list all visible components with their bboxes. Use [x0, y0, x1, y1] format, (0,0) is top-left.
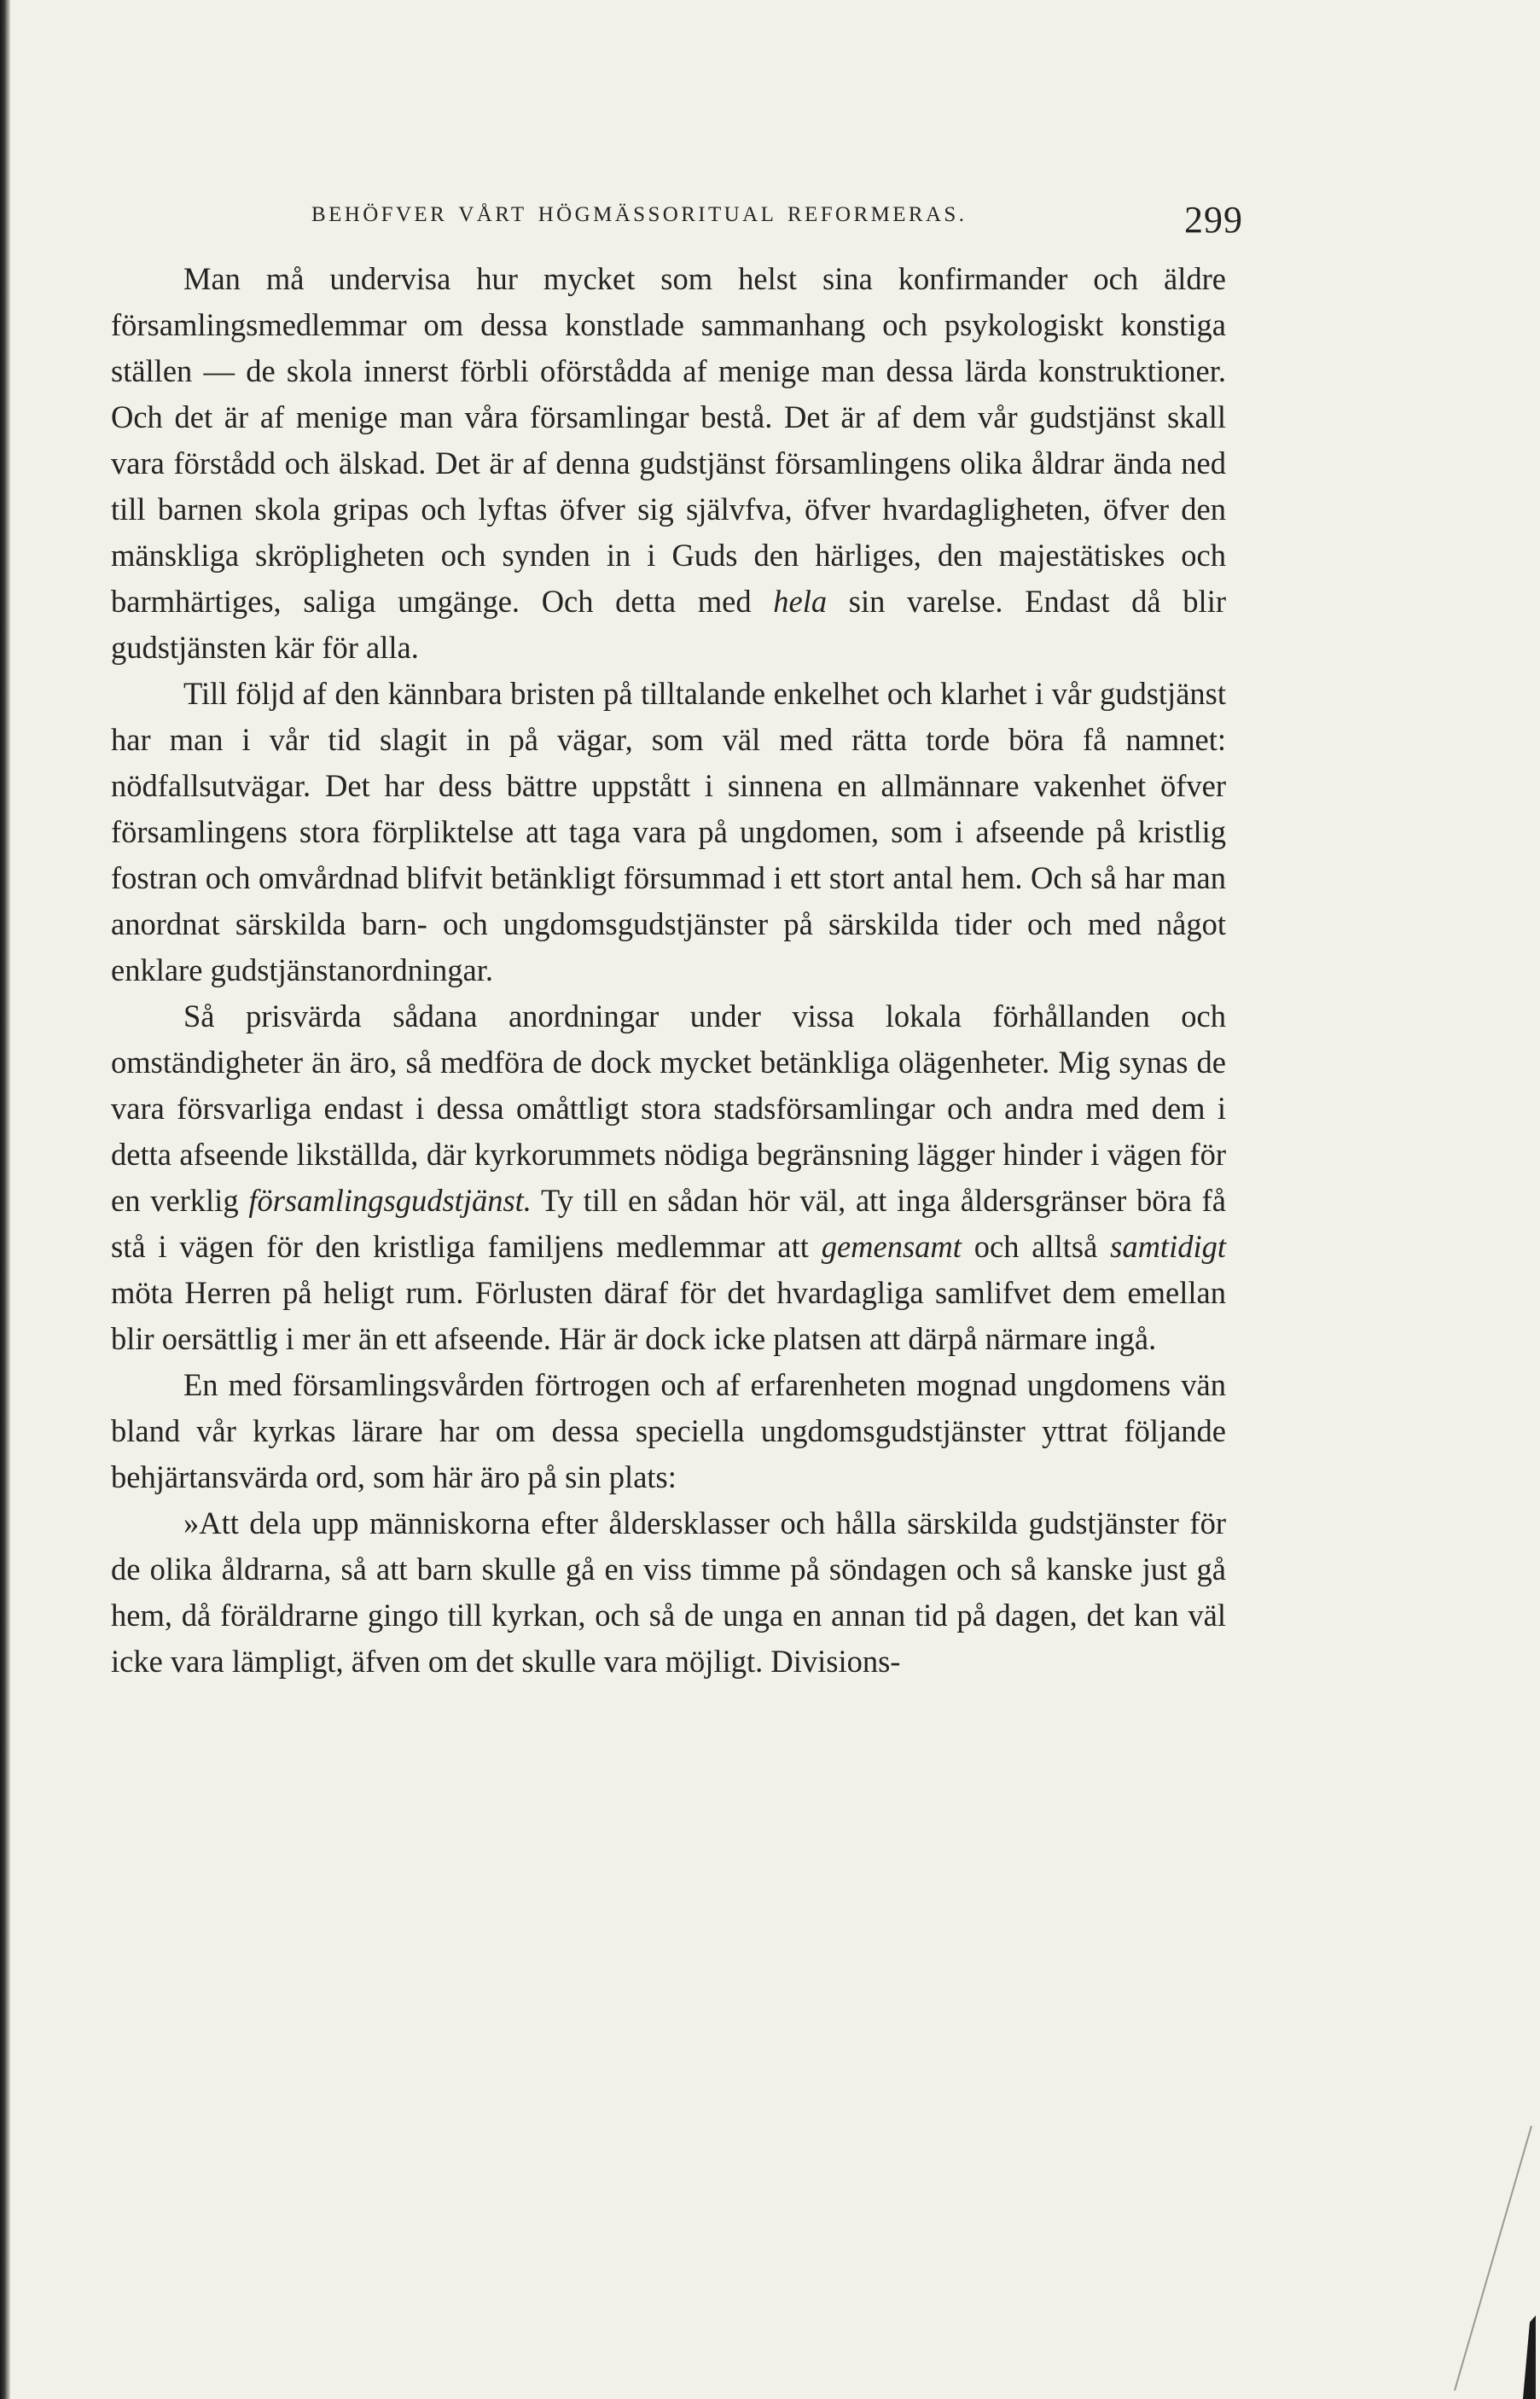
paragraph-text: möta Herren på heligt rum. Förlusten däraf för det hvardagliga samlifvet dem emellan blir oersättlig i mer än ett afseende. Här är dock icke platsen att därpå närmare ingå.: [111, 1275, 1226, 1356]
emphasis-samtidigt: samtidigt: [1110, 1229, 1226, 1264]
running-title: BEHÖFVER VÅRT HÖGMÄSSORITUAL REFORMERAS.: [311, 203, 968, 226]
page-number: 299: [1184, 199, 1243, 241]
paragraph-text: sin varelse. Endast då blir gudstjänsten kär för alla.: [111, 584, 1226, 665]
paragraph-2: [111, 671, 1226, 993]
paragraph-4: [111, 1362, 1226, 1500]
paragraph-text: Till följd af den kännbara bristen på tilltalande enkelhet och klarhet i vår gudstjänst har man i vår tid slagit in på vägar, som väl med rätta torde böra få namnet: nödfallsutvägar. Det har dess bättre uppstått i sinnena en allmännare vakenhet öfver församlingens stora förpliktelse att taga vara på ungdomen, som i afseende på kristlig fostran och omvårdnad blifvit betänkligt försummad i ett stort antal hem. Och så har man anordnat särskilda barn- och ungdomsgudstjänster på särskilda tider och med något enklare gudstjänstanordningar.: [111, 676, 1226, 987]
body-text: [111, 256, 1226, 1685]
paragraph-5: [111, 1500, 1226, 1685]
paragraph-3: [111, 993, 1226, 1362]
page-header: [311, 198, 1243, 249]
paragraph-text: Man må undervisa hur mycket som helst sina konfirmander och äldre församlingsmedlemmar om dessa konstlade sammanhang och psykologiskt konstiga ställen — de skola innerst förbli oförstådda af menige man dessa lärda konstruktioner. Och det är af menige man våra församlingar bestå. Det är af dem vår gudstjänst skall vara förstådd och älskad. Det är af denna gudstjänst församlingens olika åldrar ända ned till barnen skola gripas och lyftas öfver sig självfva, öfver hvardagligheten, öfver den mänskliga skröpligheten och synden in i Guds den härliges, den majestätiskes och barmhärtiges, saliga umgänge. Och detta med: [111, 261, 1226, 619]
page-binding-edge: [0, 0, 10, 2399]
paragraph-text: En med församlingsvården förtrogen och af erfarenheten mognad ungdomens vän bland vår kyrkas lärare har om dessa speciella ungdomsgudstjänster yttrat följande behjärtansvärda ord, som här äro på sin plats:: [111, 1367, 1226, 1494]
emphasis-forsamlingsgudstjanst: församlingsgudstjänst.: [248, 1183, 532, 1218]
paragraph-1: [111, 256, 1226, 671]
emphasis-gemensamt: gemensamt: [821, 1229, 962, 1264]
paragraph-text: »Att dela upp människorna efter åldersklasser och hålla särskilda gudstjänster för de olika åldrarna, så att barn skulle gå en viss timme på söndagen och så kanske just gå hem, då föräldrarne gingo till kyrkan, och så de unga en annan tid på dagen, det kan väl icke vara lämpligt, äfven om det skulle vara möjligt. Divisions-: [111, 1505, 1226, 1679]
paragraph-text: Ty till en sådan hör väl, att inga åldersgränser böra få stå i vägen för den kristliga familjens medlemmar att: [111, 1183, 1226, 1264]
emphasis-hela: hela: [773, 584, 828, 619]
paragraph-text: Så prisvärda sådana anordningar under vissa lokala förhållanden och omständigheter än äro, så medföra de dock mycket betänkliga olägenheter. Mig synas de vara försvarliga endast i dessa omåttligt stora stadsförsamlingar och andra med dem i detta afseende likställda, där kyrkorummets nödiga begränsning lägger hinder i vägen för en verklig: [111, 999, 1226, 1218]
pencil-slash-mark: [1361, 2117, 1540, 2399]
paragraph-text: och alltså: [961, 1229, 1111, 1264]
